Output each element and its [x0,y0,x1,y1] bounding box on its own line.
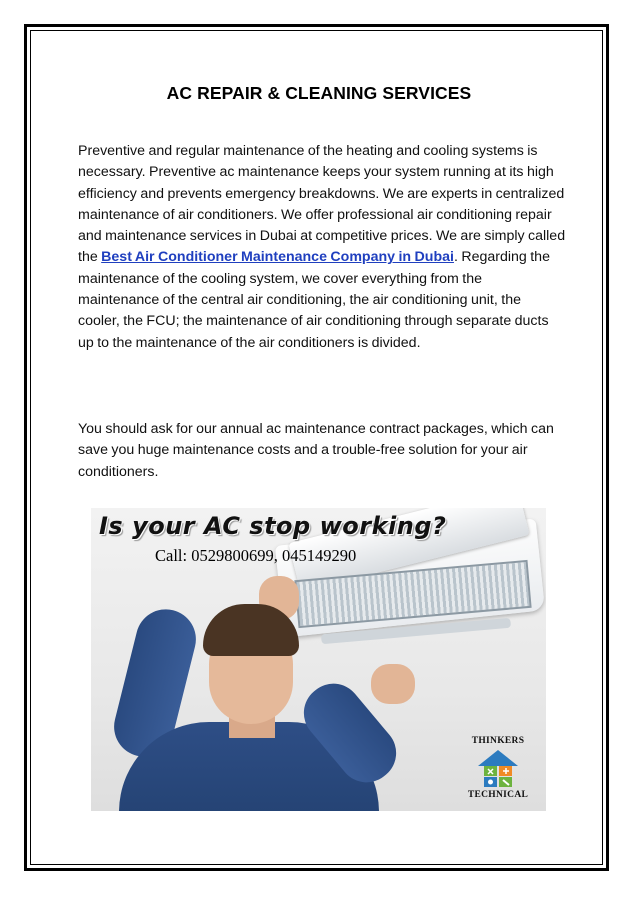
logo-top-text: THINKERS [471,736,525,746]
thinkers-technical-logo [461,736,535,810]
technician-right-hand [371,664,415,704]
contract-paragraph: You should ask for our annual ac maintenance contract packages, which can save you huge maintenance costs and a trouble-free solution for your air conditioners. [78,421,554,480]
intro-text-start: Preventive and regular maintenance of the heating and cooling systems is necessary. Preventive ac maintenance keeps your system running at its high efficiency and prevents emergency breakdowns. We are experts in centralized maintenance of air conditioners. We offer professional air conditioning repair and maintenance services in Dubai at competitive prices. We are simply called the [78,143,566,266]
page-title: AC REPAIR & CLEANING SERVICES [166,83,472,103]
maintenance-company-link[interactable]: Best Air Conditioner Maintenance Company in Dubai [101,249,454,266]
ad-headline: Is your AC stop working? [99,512,447,540]
ac-repair-ad-image [91,508,546,811]
intro-text-end: . Regarding the maintenance of the cooling system, we cover everything from the maintenance of the central air conditioning, the air conditioning unit, the cooler, the FCU; the maintenance of air conditioning through separate ducts up to the maintenance of the air conditioners is divided. [78,249,550,351]
intro-paragraph [78,141,566,354]
house-tools-icon [476,748,520,788]
logo-bottom-text: TECHNICAL [467,790,529,800]
ad-phone-numbers: Call: 0529800699, 045149290 [155,546,357,565]
